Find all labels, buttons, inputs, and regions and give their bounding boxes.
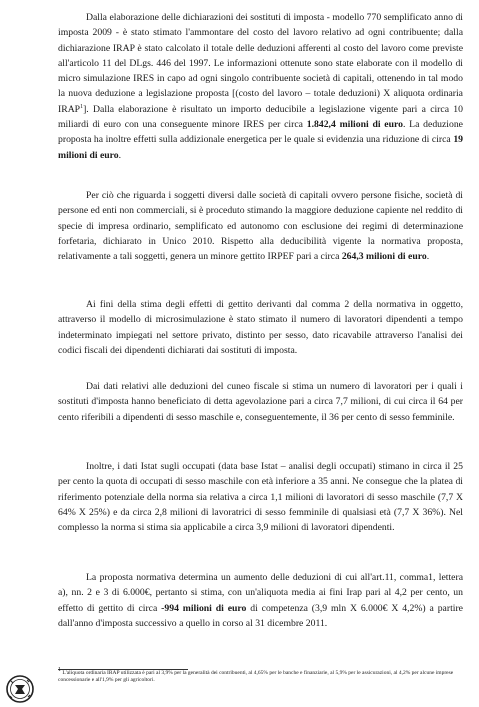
paragraph-6 (58, 570, 463, 631)
paragraph-text: Dalla elaborazione delle dichiarazioni dei sostituti di imposta - modello 770 semplificato anno di imposta 2009 - è stato stimato l'ammontare del costo del lavoro relativo ad ogni contribuente; dalla dichiarazione IRAP è stato calcolato il totale delle deduzioni afferenti al costo del lavoro come previste all'articolo 11 del DLgs. 446 del 1997. Le informazioni ottenute sono state elaborate con il modello di micro simulazione IRES in capo ad ogni singolo contribuente società di capitali, ottenendo in tal modo la nuova deduzione a legislazione proposta [(costo del lavoro – totale deduzioni) X aliquota ordinaria IRAP (58, 12, 463, 115)
highlighted-amount: -994 milioni di euro (161, 602, 247, 614)
footnote-mark: 1 (58, 667, 61, 674)
paragraph-text: La proposta normativa determina un aumento delle deduzioni di cui all'art.11, comma1, lettera a), nn. 2 e 3 di 6.000€, pertanto si stima, con un'aliquota media ai fini Irap pari al 4,2 per cento, un effetto di gettito di circa (58, 572, 463, 614)
paragraph-text: Per ciò che riguarda i soggetti diversi dalle società di capitali ovvero persone fisiche, società di persone ed enti non commerciali, si è proceduto stimando la maggiore deduzione capiente nel reddito di specie di impresa ordinario, semplificato ed autonomo con esclusione dei regimi di determinazione forfetaria, dichiarato in Unico 2010. Rispetto alla deducibilità vigente la normativa proposta, relativamente a tali soggetti, genera un minore gettito IRPEF pari a circa (58, 190, 463, 263)
paragraph-text: di competenza (3,9 mln X 6.000€ X 4,2%) a partire dall'anno d'imposta successivo a quello in corso al 31 dicembre 2011. (58, 602, 463, 629)
paragraph-text: . La deduzione proposta ha inoltre effetti sulla addizionale energetica per le quale si evidenzia una riduzione di circa (58, 119, 463, 146)
highlighted-amount: 264,3 milioni di euro (341, 251, 427, 263)
paragraph-1 (58, 10, 463, 163)
paragraph-text: ]. Dalla elaborazione è risultato un importo deducibile a legislazione vigente pari a circa 10 miliardi di euro con una conseguente minore IRES per circa (58, 103, 463, 131)
highlighted-amount: 19 milioni di euro (58, 134, 463, 161)
highlighted-amount: 1.842,4 milioni di euro (306, 119, 403, 131)
paragraph-text: Inoltre, i dati Istat sugli occupati (data base Istat – analisi degli occupati) stimano in circa il 25 per cento la quota di occupati di sesso maschile con età inferiore a 35 anni. Ne consegue che la platea di riferimento potenziale della norma sia relativa a circa 1,1 milioni di lavoratori di sesso maschile (7,7 X 64% X 25%) e da circa 2,8 milioni di lavoratrici di sesso femminile di qualsiasi età (7,7 X 36%). Nel complesso la norma si stima sia applicabile a circa 3,9 milioni di lavoratori dipendenti. (58, 461, 463, 534)
paragraph-text: . (118, 149, 122, 161)
paragraph-2 (58, 188, 463, 264)
paragraph-3 (58, 297, 463, 358)
paragraph-5 (58, 459, 463, 535)
paragraph-text: Ai fini della stima degli effetti di gettito derivanti dal comma 2 della normativa in oggetto, attraverso il modello di microsimulazione è stato stimato il numero di lavoratori dipendenti a tempo indeterminato impiegati nel settore privato, distinto per sesso, dato ricavabile attraverso l'analisi dei codici fiscali dei dipendenti dichiarati dai sostituti di imposta. (58, 299, 463, 356)
footnote-text: L'aliquota ordinaria IRAP utilizzata è pari al 3,9% per la generalità dei contribuenti, al 4,65% per le banche e finanziarie, al 5,9% per le assicurazioni, al 4,2% per alcune imprese concessionarie e all'1,9% per gli agricoltori. (58, 670, 454, 684)
paragraph-text: Dai dati relativi alle deduzioni del cuneo fiscale si stima un numero di lavoratori per i quali i sostituti d'imposta hanno beneficiato di detta agevolazione pari a circa 7,7 milioni, di cui circa il 64 per cento riferibili a dipendenti di sesso maschile e, conseguentemente, il 36 per cento di sesso femminile. (58, 381, 463, 423)
footnote-reference: 1 (80, 103, 84, 110)
paragraph-4 (58, 379, 463, 425)
footnote (58, 667, 463, 685)
paragraph-text: . (426, 251, 430, 263)
circular-stamp-icon (5, 674, 35, 704)
